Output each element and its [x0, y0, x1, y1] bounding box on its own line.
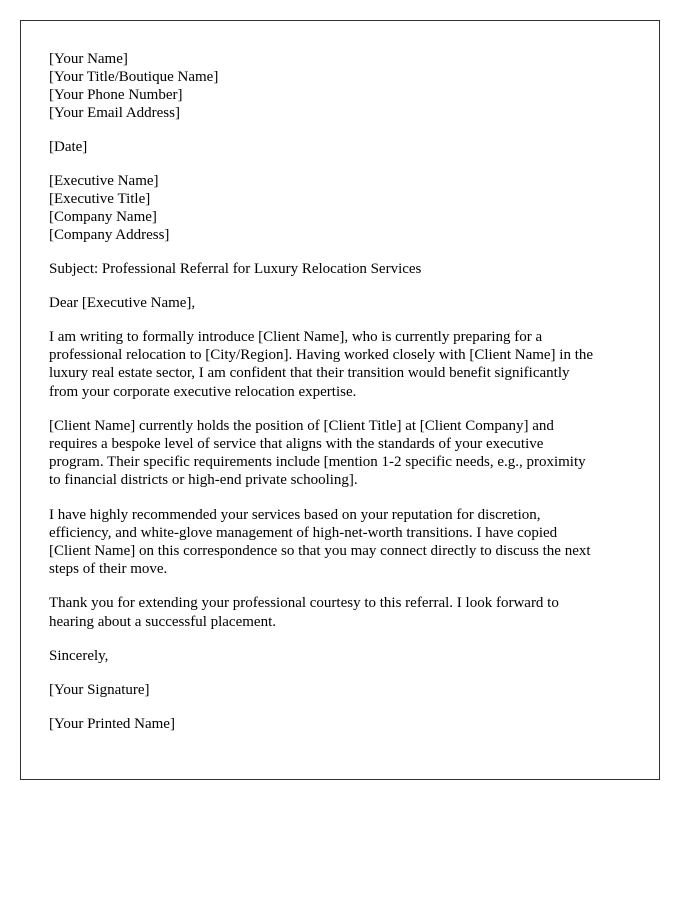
letter-page: [20, 20, 660, 780]
salutation: Dear [Executive Name],: [49, 295, 196, 311]
recipient-title: [Executive Title]: [49, 191, 151, 207]
closing: Sincerely,: [49, 647, 109, 664]
recipient-address: [Company Address]: [49, 227, 170, 243]
letter-date: [Date]: [49, 139, 88, 155]
body-paragraph-3: I have highly recommended your services based on your reputation for discretion, efficiency, and white-glove management of high-net-worth transitions. I have copied [Client Name] on this correspondence so that you may connect directly to discuss the next steps of their move.: [49, 506, 591, 578]
body-paragraph-1: I am writing to formally introduce [Client Name], who is currently preparing for a professional relocation to [City/Region]. Having worked closely with [Client Name] in the luxury real estate sector, I am confident that their transition would benefit significantly from your corporate executive relocation expertise.: [49, 329, 594, 400]
sender-block: [49, 50, 631, 122]
body-paragraph-4: Thank you for extending your professional courtesy to this referral. I look forward to hearing about a successful placement.: [49, 595, 559, 630]
sender-phone: [Your Phone Number]: [49, 87, 183, 103]
sender-name: [Your Name]: [49, 51, 128, 67]
recipient-company: [Company Name]: [49, 209, 157, 225]
body-paragraph-2: [Client Name] currently holds the position of [Client Title] at [Client Company] and requires a bespoke level of service that aligns with the standards of your executive program. Their specific requirements include [mention 1-2 specific needs, e.g., proximity to financial districts or high-end private schooling].: [49, 417, 586, 489]
signature: [Your Signature]: [49, 681, 150, 698]
recipient-block: [49, 172, 631, 244]
subject-line: Subject: Professional Referral for Luxury Relocation Services: [49, 261, 422, 277]
date-block: [49, 138, 631, 156]
sender-title: [Your Title/Boutique Name]: [49, 69, 219, 85]
printed-name: [Your Printed Name]: [49, 715, 175, 732]
recipient-name: [Executive Name]: [49, 173, 159, 189]
sender-email: [Your Email Address]: [49, 105, 180, 121]
